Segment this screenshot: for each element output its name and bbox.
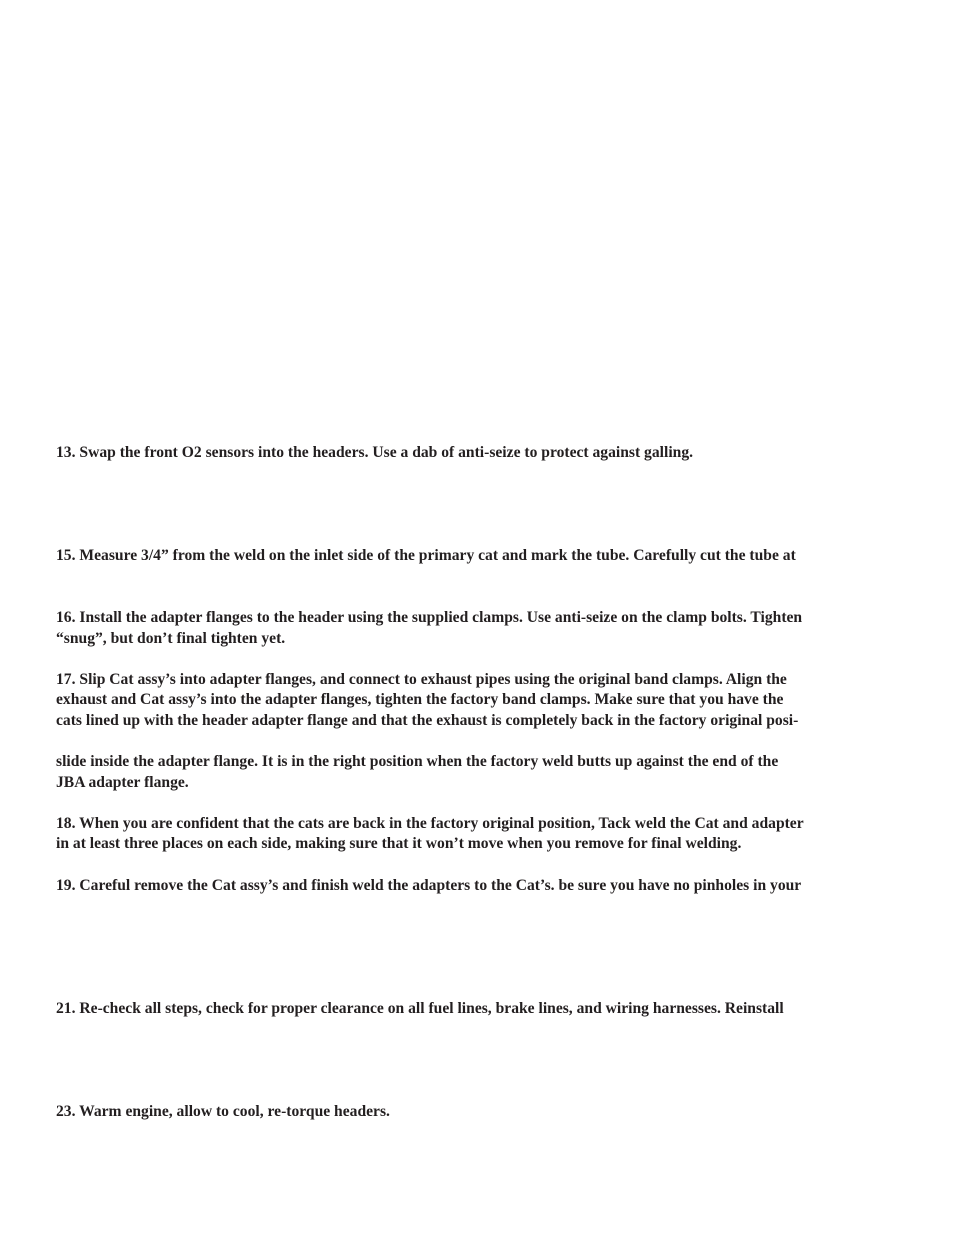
step-17-text-line-5: JBA adapter flange. xyxy=(56,774,189,791)
step-17-text-line-2: exhaust and Cat assy’s into the adapter flanges, tighten the factory band clamps. Make sure that you have the xyxy=(56,691,784,708)
step-23-text: 23. Warm engine, allow to cool, re-torque headers. xyxy=(56,1103,390,1120)
step-15-text: 15. Measure 3/4” from the weld on the inlet side of the primary cat and mark the tube. Carefully cut the tube at xyxy=(56,547,796,564)
step-21-text: 21. Re-check all steps, check for proper clearance on all fuel lines, brake lines, and wiring harnesses. Reinstall xyxy=(56,1000,784,1017)
step-17-text-line-1: 17. Slip Cat assy’s into adapter flanges, and connect to exhaust pipes using the original band clamps. Align the xyxy=(56,671,787,688)
step-16-text-line-2: “snug”, but don’t final tighten yet. xyxy=(56,630,286,647)
step-13-text: 13. Swap the front O2 sensors into the headers. Use a dab of anti-seize to protect against galling. xyxy=(56,444,694,461)
step-17-text-line-4: slide inside the adapter flange. It is in the right position when the factory weld butts up against the end of the xyxy=(56,753,779,770)
step-19-text: 19. Careful remove the Cat assy’s and finish weld the adapters to the Cat’s. be sure you have no pinholes in your xyxy=(56,877,802,894)
step-17-text-line-3: cats lined up with the header adapter flange and that the exhaust is completely back in the factory original posi- xyxy=(56,712,799,729)
step-16-text-line-1: 16. Install the adapter flanges to the header using the supplied clamps. Use anti-seize on the clamp bolts. Tighten xyxy=(56,609,803,626)
step-18-text-line-2: in at least three places on each side, making sure that it won’t move when you remove for final welding. xyxy=(56,835,742,852)
step-18-text-line-1: 18. When you are confident that the cats are back in the factory original position, Tack weld the Cat and adapter xyxy=(56,815,804,832)
